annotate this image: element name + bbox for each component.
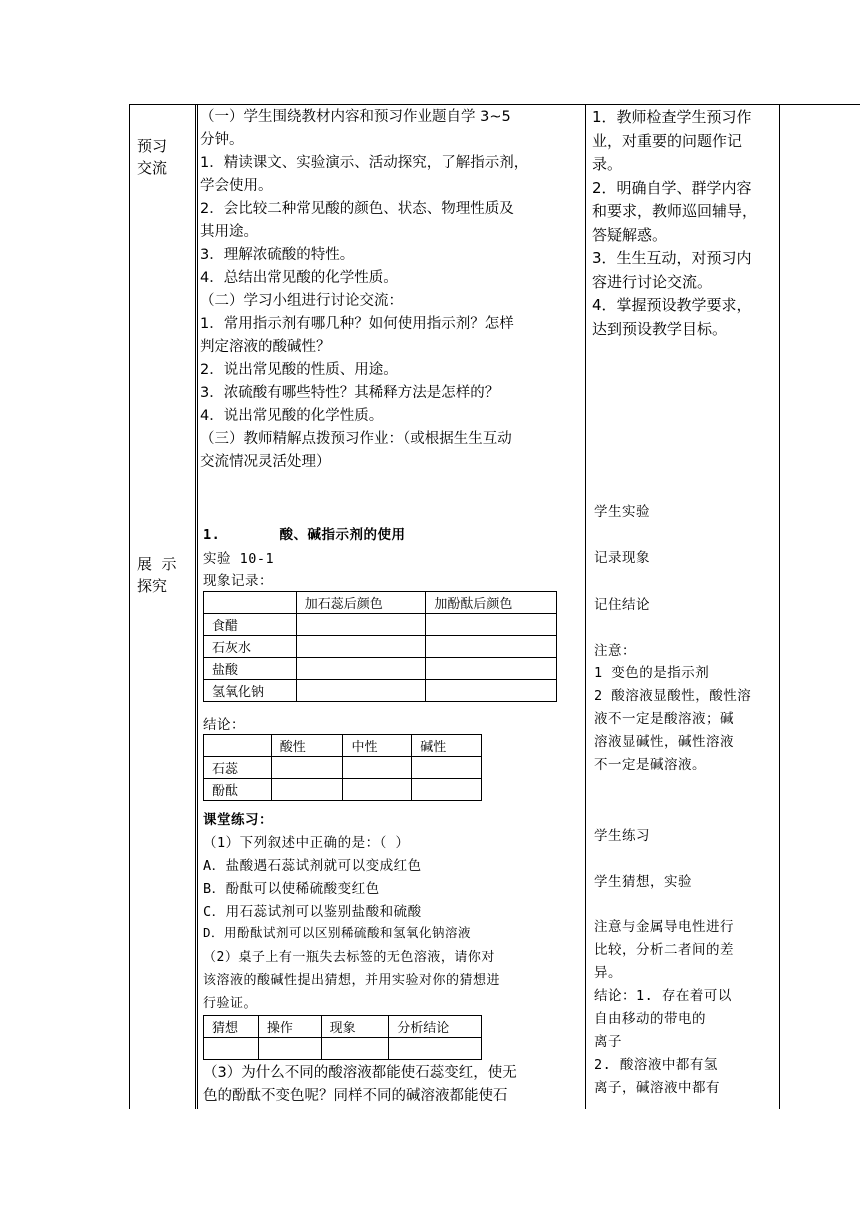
text-line: 注意与金属导电性进行 (594, 919, 734, 935)
column-divider-3 (779, 104, 780, 1109)
text-line: 3．理解浓硫酸的特性。 (200, 247, 355, 263)
table-row (204, 658, 557, 680)
table-cell: 中性 (343, 735, 412, 757)
note-remember-conclusion: 记住结论 (594, 597, 650, 613)
heading-number: 1. (203, 527, 221, 543)
text-line: 自由移动的带电的 (594, 1011, 706, 1027)
column-divider-1 (195, 104, 198, 1109)
table-cell (343, 779, 412, 801)
table-cell: 石灰水 (204, 636, 297, 658)
table-cell (412, 757, 482, 779)
table-cell (426, 614, 557, 636)
text-line: 4．总结出常见酸的化学性质。 (200, 270, 398, 286)
table-row (204, 636, 557, 658)
table-cell: 操作 (258, 1016, 321, 1038)
table-row (204, 779, 482, 801)
table-cell (321, 1038, 389, 1060)
text-line: 3．生生互动，对预习内 (592, 249, 752, 267)
table-cell: 食醋 (204, 614, 297, 636)
conclusion-label: 结论： (203, 717, 245, 733)
table-row (204, 1038, 482, 1060)
compare-lines (594, 916, 734, 1100)
table-cell (204, 735, 272, 757)
text-line: 3．浓硫酸有哪些特性？其稀释方法是怎样的？ (200, 385, 500, 401)
table-cell (426, 636, 557, 658)
practice-title: 课堂练习： (203, 812, 273, 828)
text-line: 答疑解惑。 (592, 225, 668, 244)
table-cell: 现象 (321, 1016, 389, 1038)
question-2-line: （2）桌子上有一瓶失去标签的无色溶液，请你对 (203, 950, 495, 965)
text-line: 达到预设教学目标。 (592, 319, 728, 338)
text-line: 异。 (594, 965, 622, 981)
guess-table (203, 1015, 482, 1060)
label-line: 预习 (137, 137, 168, 155)
table-row (204, 757, 482, 779)
table-row (204, 680, 557, 702)
question-1: （1）下列叙述中正确的是：（ ） (203, 835, 410, 851)
text-line: 交流情况灵活处理） (200, 454, 331, 470)
table-row (204, 735, 482, 757)
text-line: 结论：1. 存在着可以 (594, 988, 732, 1004)
text-line: 1 变色的是指示剂 (594, 665, 710, 681)
table-cell: 酸性 (271, 735, 343, 757)
q1-option-c: C．用石蕊试剂可以鉴别盐酸和硫酸 (203, 904, 422, 920)
question-2-line: 该溶液的酸碱性提出猜想，并用实验对你的猜想进 (203, 973, 501, 988)
section-label-explore (137, 553, 177, 597)
text-line: 其用途。 (200, 224, 258, 240)
text-line: 溶液显碱性，碱性溶液 (594, 734, 734, 750)
text-line: 1．精读课文、实验演示、活动探究，了解指示剂， (200, 155, 529, 171)
q1-option-d: D．用酚酞试剂可以区别稀硫酸和氢氧化钠溶液 (203, 925, 472, 940)
table-cell (258, 1038, 321, 1060)
note-lines (594, 662, 751, 777)
text-line: 液不一定是酸溶液；碱 (594, 711, 734, 727)
table-cell (271, 779, 343, 801)
table-cell (343, 757, 412, 779)
text-line: 不一定是碱溶液。 (594, 757, 706, 773)
text-line: （三）教师精解点拨预习作业：（或根据生生互动 (200, 431, 512, 447)
explore-heading (203, 523, 406, 543)
text-line: 1．教师检查学生预习作 (592, 108, 752, 126)
note-record-phenomena: 记录现象 (594, 550, 650, 566)
question-2-line: 行验证。 (203, 996, 258, 1011)
teacher-notes (592, 106, 774, 341)
table-cell: 猜想 (204, 1016, 259, 1038)
text-line: 和要求，教师巡回辅导， (592, 202, 758, 220)
text-line: 4．说出常见酸的化学性质。 (200, 408, 384, 424)
text-line: 离子，碱溶液中都有 (594, 1080, 720, 1096)
phenomena-table (203, 591, 557, 702)
table-cell (296, 658, 426, 680)
table-row (204, 1016, 482, 1038)
note-attention: 注意： (594, 643, 636, 659)
text-line: 分钟。 (200, 132, 244, 148)
text-line: 2 酸溶液显酸性，酸性溶 (594, 688, 752, 704)
table-cell: 碱性 (412, 735, 482, 757)
text-line: 离子 (594, 1034, 622, 1050)
text-line: （3）为什么不同的酸溶液都能使石蕊变红，使无 (203, 1065, 517, 1081)
heading-text: 酸、碱指示剂的使用 (279, 527, 406, 543)
column-divider-2 (585, 104, 586, 1109)
table-cell: 石蕊 (204, 757, 272, 779)
question-3 (203, 1062, 517, 1108)
table-cell: 酚酞 (204, 779, 272, 801)
text-line: 容进行讨论交流。 (592, 272, 713, 291)
table-cell (296, 614, 426, 636)
table-row (204, 592, 557, 614)
table-cell (204, 592, 297, 614)
table-cell (271, 757, 343, 779)
table-cell (412, 779, 482, 801)
table-cell: 氢氧化钠 (204, 680, 297, 702)
text-line: 4．掌握预设教学要求， (592, 296, 752, 314)
experiment-label: 实验 10-1 (203, 551, 275, 567)
note-student-experiment: 学生实验 (594, 504, 650, 520)
text-line: 业，对重要的问题作记 (592, 131, 743, 150)
note-student-practice: 学生练习 (594, 828, 650, 844)
q1-option-b: B．酚酞可以使稀硫酸变红色 (203, 881, 380, 897)
text-line: （一）学生围绕教材内容和预习作业题自学 3~5 (200, 109, 511, 125)
text-line: 1．常用指示剂有哪几种？如何使用指示剂？怎样 (200, 316, 514, 332)
table-cell (426, 680, 557, 702)
label-line: 展 示 (137, 555, 177, 573)
q1-option-a: A．盐酸遇石蕊试剂就可以变成红色 (203, 858, 422, 874)
conclusion-table (203, 734, 482, 801)
section-label-preview (137, 135, 167, 179)
label-line: 交流 (137, 159, 168, 177)
preview-content (200, 106, 582, 474)
table-cell (296, 680, 426, 702)
table-cell (426, 658, 557, 680)
table-cell: 加酚酞后颜色 (426, 592, 557, 614)
text-line: 录。 (592, 155, 623, 173)
table-row (204, 614, 557, 636)
text-line: 学会使用。 (200, 178, 273, 194)
table-cell (296, 636, 426, 658)
label-line: 探究 (137, 577, 168, 595)
text-line: 判定溶液的酸碱性？ (200, 339, 331, 355)
text-line: （二）学习小组进行讨论交流： (200, 293, 403, 309)
text-line: 比较，分析二者间的差 (594, 942, 734, 958)
text-line: 2．明确自学、群学内容 (592, 178, 752, 197)
text-line: 色的酚酞不变色呢？同样不同的碱溶液都能使石 (203, 1088, 508, 1104)
text-line: 2．会比较二种常见酸的颜色、状态、物理性质及 (200, 201, 514, 217)
table-cell (204, 1038, 259, 1060)
text-line: 2. 酸溶液中都有氢 (594, 1057, 718, 1073)
table-cell: 加石蕊后颜色 (296, 592, 426, 614)
table-cell: 盐酸 (204, 658, 297, 680)
table-cell (389, 1038, 482, 1060)
text-line: 2．说出常见酸的性质、用途。 (200, 362, 398, 378)
table-cell: 分析结论 (389, 1016, 482, 1038)
note-student-guess: 学生猜想，实验 (594, 874, 692, 890)
record-label: 现象记录： (203, 573, 273, 589)
